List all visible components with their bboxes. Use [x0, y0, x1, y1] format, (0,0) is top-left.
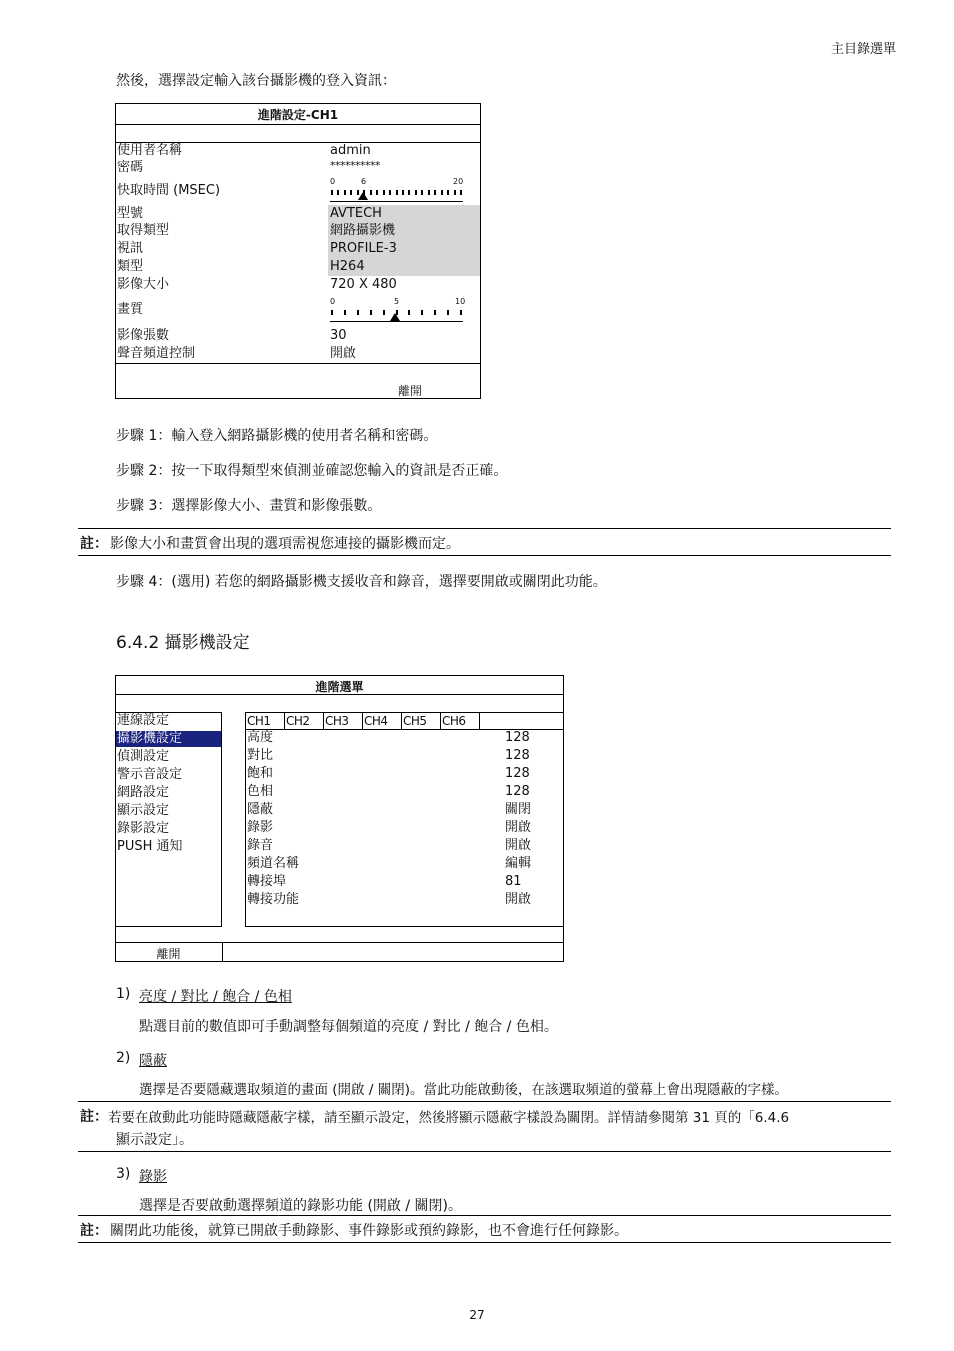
section-title: 攝影機設定 — [164, 633, 250, 653]
slider-tick — [370, 310, 372, 315]
setting-label: 高度 — [247, 730, 274, 745]
type-value: H264 — [330, 259, 365, 274]
setting-label: 轉接埠 — [247, 874, 287, 889]
setting-label: 轉接功能 — [247, 892, 300, 907]
slider-tick — [428, 190, 430, 195]
note3-label: 註： — [80, 1223, 108, 1239]
label-type: 類型 — [117, 259, 144, 274]
item-2-desc: 選擇是否要隱藏選取頻道的畫面 (開啟 / 關閉)。當此功能啟動後，在該選取頻道的螢幕上會出現隱蔽的字樣。 — [139, 1082, 788, 1098]
slider-tick — [383, 310, 385, 315]
channel-tab[interactable]: CH2 — [284, 712, 324, 730]
note-label: 註： — [80, 536, 108, 552]
step-3: 步驟 3：選擇影像大小、畫質和影像張數。 — [116, 498, 382, 514]
slider-tick — [441, 190, 443, 195]
slider-tick — [434, 190, 436, 195]
item-3-number: 3) — [116, 1166, 131, 1182]
note2-label: 註： — [80, 1109, 108, 1125]
slider2-min: 0 — [330, 297, 336, 306]
channel-tab[interactable]: CH4 — [362, 712, 402, 730]
slider-tick — [447, 190, 449, 195]
item-2-number: 2) — [116, 1050, 131, 1066]
slider-tick — [460, 190, 462, 195]
audio-toggle[interactable]: 開啟 — [330, 346, 357, 361]
slider-tick — [376, 190, 378, 195]
label-frame-rate: 影像張數 — [117, 328, 170, 343]
setting-value[interactable]: 128 — [505, 784, 530, 799]
slider1-mid: 6 — [361, 177, 367, 186]
slider-tick — [415, 190, 417, 195]
slider1-max: 20 — [453, 177, 464, 186]
item-1-number: 1) — [116, 986, 131, 1002]
label-password: 密碼 — [117, 160, 144, 175]
setting-label: 色相 — [247, 784, 274, 799]
label-audio: 聲音頻道控制 — [117, 346, 196, 361]
slider-tick — [396, 190, 398, 195]
slider-tick — [421, 190, 423, 195]
step-1: 步驟 1：輸入登入網路攝影機的使用者名稱和密碼。 — [116, 428, 438, 444]
note3-text: 關閉此功能後，就算已開啟手動錄影、事件錄影或預約錄影，也不會進行任何錄影。 — [110, 1223, 628, 1239]
section-header: 主目錄選單 — [830, 42, 896, 57]
dialog-title: 進階設定-CH1 — [257, 108, 339, 122]
section-heading — [116, 628, 250, 653]
channel-tab[interactable]: CH6 — [440, 712, 480, 730]
setting-value[interactable]: 開啟 — [505, 820, 532, 835]
slider-tick — [389, 190, 391, 195]
slider-tick — [370, 190, 372, 195]
note2-line2: 顯示設定」。 — [116, 1132, 193, 1148]
side-menu-item[interactable]: 網路設定 — [117, 785, 170, 800]
setting-value[interactable]: 開啟 — [505, 838, 532, 853]
side-menu-item[interactable]: PUSH 通知 — [117, 839, 183, 854]
menu-title: 進階選單 — [315, 680, 364, 694]
label-image-size: 影像大小 — [117, 277, 170, 292]
page-number: 27 — [469, 1308, 485, 1322]
slider-tick — [357, 310, 359, 315]
slider-tick — [460, 310, 462, 315]
username-field[interactable]: admin — [330, 143, 371, 158]
setting-value[interactable]: 81 — [505, 874, 522, 889]
intro-text: 然後，選擇設定輸入該台攝影機的登入資訊： — [116, 73, 396, 89]
slider-tick — [408, 190, 410, 195]
channel-tab[interactable]: CH5 — [401, 712, 441, 730]
slider-tick — [434, 310, 436, 315]
item-3-title: 錄影 — [139, 1169, 167, 1185]
model-value: AVTECH — [330, 206, 382, 221]
slider2-max: 10 — [455, 297, 466, 306]
label-get-type: 取得類型 — [117, 223, 170, 238]
menu-exit-button[interactable]: 離開 — [156, 947, 181, 961]
label-quality: 畫質 — [117, 302, 144, 317]
image-size-select[interactable]: 720 X 480 — [330, 277, 397, 292]
setting-label: 對比 — [247, 748, 274, 763]
slider-tick — [350, 190, 352, 195]
slider-tick — [402, 190, 404, 195]
setting-value[interactable]: 128 — [505, 766, 530, 781]
setting-label: 錄影 — [247, 820, 274, 835]
slider-tick — [447, 310, 449, 315]
step-2: 步驟 2：按一下取得類型來偵測並確認您輸入的資訊是否正確。 — [116, 463, 508, 479]
note2-line1: 若要在啟動此功能時隱藏隱蔽字樣，請至顯示設定，然後將顯示隱蔽字樣設為關閉。詳情請參閱第 31 頁的「6.4.6 — [108, 1110, 790, 1126]
side-menu-item[interactable]: 警示音設定 — [117, 767, 183, 782]
slider-tick — [408, 310, 410, 315]
setting-label: 錄音 — [247, 838, 274, 853]
label-cache-time: 快取時間 (MSEC) — [117, 183, 221, 198]
setting-value[interactable]: 開啟 — [505, 892, 532, 907]
slider-tick — [337, 190, 339, 195]
slider-tick — [344, 190, 346, 195]
setting-value[interactable]: 編輯 — [505, 856, 532, 871]
setting-value[interactable]: 128 — [505, 730, 530, 745]
side-menu-item[interactable]: 攝影機設定 — [116, 731, 221, 747]
setting-value[interactable]: 128 — [505, 748, 530, 763]
slider-tick — [331, 310, 333, 315]
slider-tick — [421, 310, 423, 315]
password-field[interactable]: ********** — [330, 159, 380, 172]
side-menu-item[interactable]: 顯示設定 — [117, 803, 170, 818]
side-menu-item[interactable]: 錄影設定 — [117, 821, 170, 836]
item-2-title: 隱蔽 — [139, 1053, 167, 1069]
item-1-title: 亮度 / 對比 / 飽合 / 色相 — [139, 989, 292, 1005]
label-model: 型號 — [117, 206, 144, 221]
slider2-thumb[interactable] — [390, 313, 400, 321]
channel-tab[interactable]: CH1 — [245, 712, 285, 730]
slider-tick — [454, 190, 456, 195]
video-value: PROFILE-3 — [330, 241, 397, 256]
label-username: 使用者名稱 — [117, 143, 183, 158]
slider-tick — [331, 190, 333, 195]
step-4: 步驟 4：(選用) 若您的網路攝影機支援收音和錄音，選擇要開啟或關閉此功能。 — [116, 574, 607, 590]
side-menu-item[interactable]: 偵測設定 — [117, 749, 170, 764]
exit-button[interactable]: 離開 — [398, 384, 423, 398]
channel-tab[interactable]: CH3 — [323, 712, 363, 730]
get-type-button[interactable]: 網路攝影機 — [330, 223, 396, 238]
frame-rate-select[interactable]: 30 — [330, 328, 347, 343]
slider-tick — [344, 310, 346, 315]
note-text: 影像大小和畫質會出現的選項需視您連接的攝影機而定。 — [110, 536, 460, 552]
section-number: 6.4.2 — [116, 633, 160, 653]
setting-label: 飽和 — [247, 766, 274, 781]
side-menu-item[interactable]: 連線設定 — [117, 713, 170, 728]
setting-label: 隱蔽 — [247, 802, 274, 817]
setting-label: 頻道名稱 — [247, 856, 300, 871]
item-3-desc: 選擇是否要啟動選擇頻道的錄影功能 (開啟 / 關閉)。 — [139, 1198, 462, 1214]
slider1-thumb[interactable] — [358, 192, 368, 200]
slider2-mid: 5 — [394, 297, 400, 306]
slider-tick — [383, 190, 385, 195]
item-1-desc: 點選目前的數值即可手動調整每個頻道的亮度 / 對比 / 飽合 / 色相。 — [139, 1019, 558, 1035]
setting-value[interactable]: 關閉 — [505, 802, 532, 817]
slider1-min: 0 — [330, 177, 336, 186]
label-video: 視訊 — [117, 241, 144, 256]
